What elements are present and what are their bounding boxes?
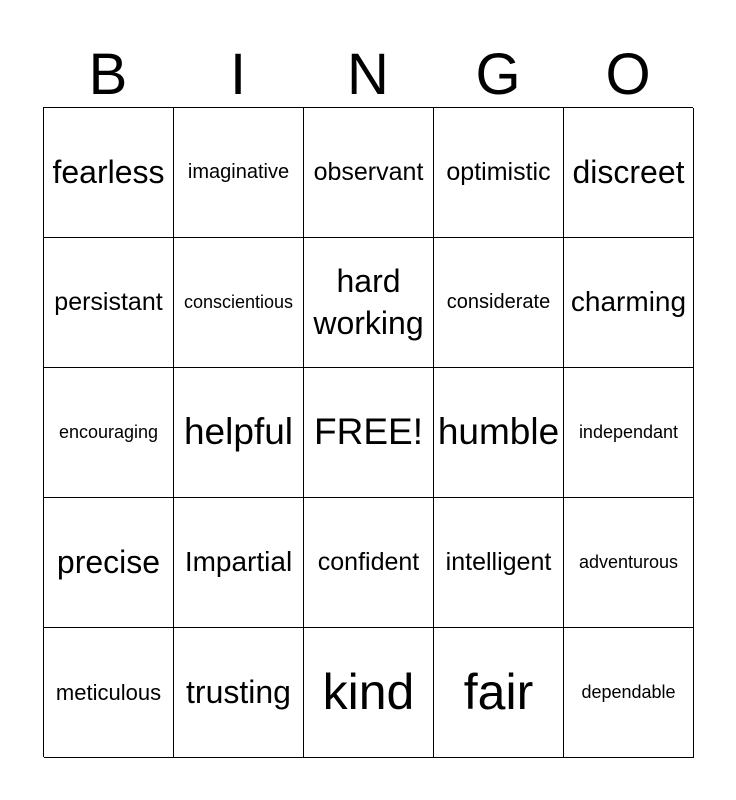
bingo-cell: kind [304, 628, 434, 758]
bingo-header [43, 40, 693, 108]
bingo-cell: trusting [174, 628, 304, 758]
header-letter-i: I [229, 42, 247, 107]
bingo-cell: conscientious [174, 238, 304, 368]
bingo-board [43, 107, 693, 757]
bingo-cell: encouraging [44, 368, 174, 498]
bingo-cell: hard working [304, 238, 434, 368]
bingo-cell: humble [434, 368, 564, 498]
bingo-cell: observant [304, 108, 434, 238]
header-letter-g: G [475, 42, 521, 107]
bingo-cell: dependable [564, 628, 694, 758]
header-letter-n: N [347, 42, 389, 107]
bingo-cell: optimistic [434, 108, 564, 238]
header-letter-o: O [605, 42, 651, 107]
bingo-cell: fearless [44, 108, 174, 238]
bingo-cell: confident [304, 498, 434, 628]
bingo-cell: meticulous [44, 628, 174, 758]
bingo-cell: charming [564, 238, 694, 368]
header-letter-b: B [88, 42, 128, 107]
free-space: FREE! [304, 368, 434, 498]
bingo-cell: intelligent [434, 498, 564, 628]
bingo-cell: persistant [44, 238, 174, 368]
bingo-cell: helpful [174, 368, 304, 498]
bingo-cell: discreet [564, 108, 694, 238]
bingo-cell: precise [44, 498, 174, 628]
bingo-cell: adventurous [564, 498, 694, 628]
bingo-cell: considerate [434, 238, 564, 368]
bingo-cell: imaginative [174, 108, 304, 238]
bingo-cell: independant [564, 368, 694, 498]
bingo-cell: fair [434, 628, 564, 758]
bingo-cell: Impartial [174, 498, 304, 628]
